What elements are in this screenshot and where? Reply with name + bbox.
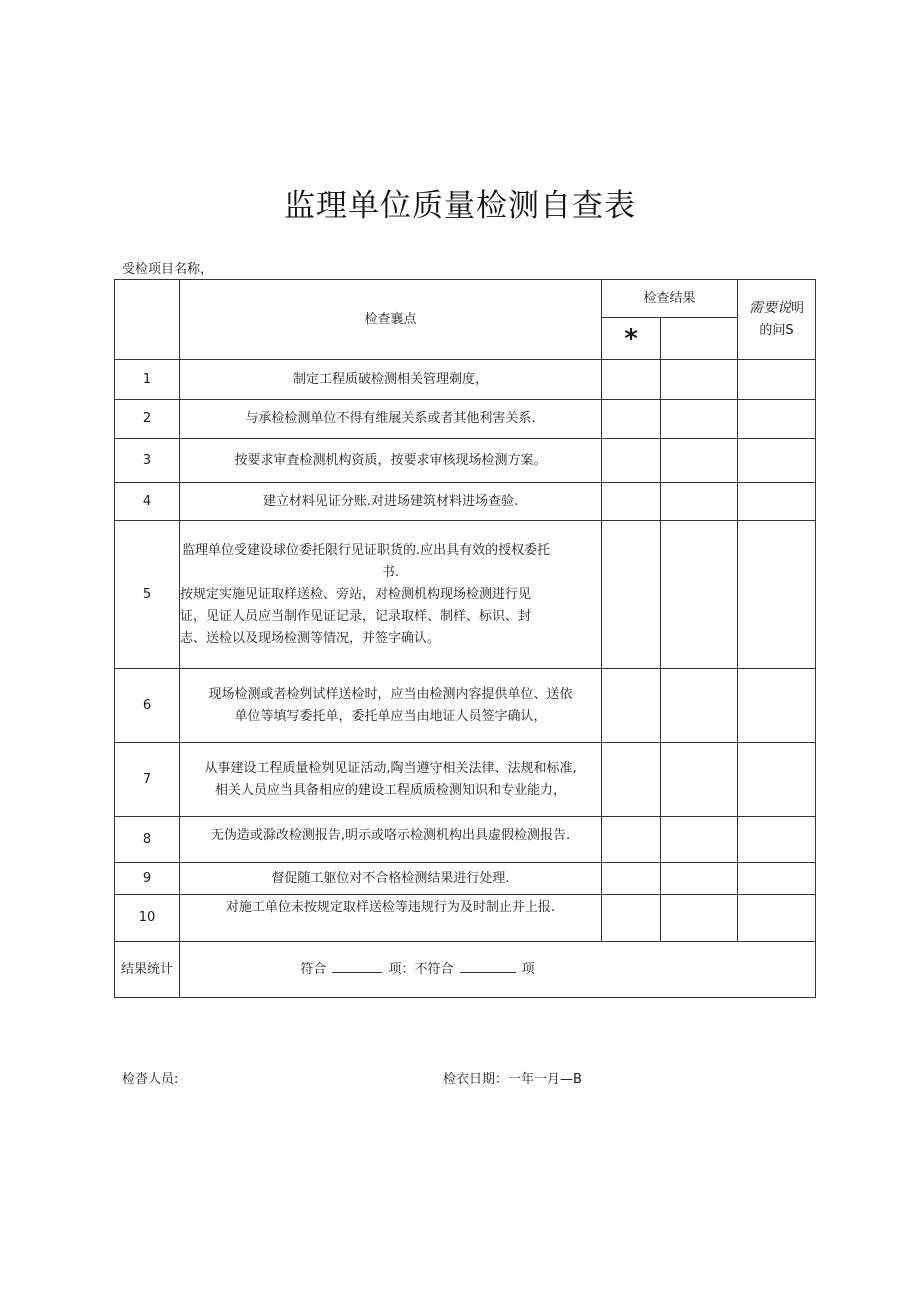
header-result-cell xyxy=(602,280,738,318)
row-item: 监理单位受建设球位委托限行见证职货的.应出具有效的授权委托 书. 按规定实施见证取样送检、旁站，对检测机构现场检测进行见 证，见证人员应当制作见证记录，记录取样、制样、标识、封 志、送检以及现场检测等情况，并签字确认。 xyxy=(180,521,602,669)
header-note-line1b: 明 xyxy=(791,301,805,316)
summary-row xyxy=(115,942,816,998)
note-cell[interactable] xyxy=(738,669,816,743)
result-cell-no[interactable] xyxy=(661,817,738,863)
result-cell-yes[interactable] xyxy=(602,863,661,895)
project-name-label: 受检项目名称， xyxy=(122,262,214,277)
result-cell-no[interactable] xyxy=(661,863,738,895)
result-cell-yes[interactable] xyxy=(602,400,661,439)
result-cell-no[interactable] xyxy=(661,521,738,669)
row-item: 按要求审査检测机构资质，按要求审核现场检测方案。 xyxy=(180,439,602,483)
table-row xyxy=(115,483,816,521)
row-number: 10 xyxy=(115,895,180,942)
result-cell-no[interactable] xyxy=(661,669,738,743)
table-row xyxy=(115,669,816,743)
star-mark: * xyxy=(624,323,638,354)
result-cell-yes[interactable] xyxy=(602,439,661,483)
row-item: 制定工程质破检测相关管理剃度， xyxy=(180,360,602,400)
result-cell-no[interactable] xyxy=(661,360,738,400)
summary-fail-label: 项：不符合 xyxy=(388,962,454,977)
result-cell-yes[interactable] xyxy=(602,817,661,863)
table-row xyxy=(115,360,816,400)
row-number: 6 xyxy=(115,669,180,743)
row-number: 2 xyxy=(115,400,180,439)
row-item: 督促随工躯位对不合格检测结果进行处理. xyxy=(180,863,602,895)
header-result-cell-2 xyxy=(661,318,738,360)
row-number: 8 xyxy=(115,817,180,863)
checklist-table xyxy=(114,279,816,998)
summary-pass-label: 符合 xyxy=(300,962,327,977)
row-number: 3 xyxy=(115,439,180,483)
note-cell[interactable] xyxy=(738,439,816,483)
note-cell[interactable] xyxy=(738,743,816,817)
table-row xyxy=(115,743,816,817)
header-star-cell xyxy=(602,318,661,360)
result-cell-yes[interactable] xyxy=(602,743,661,817)
row-number: 9 xyxy=(115,863,180,895)
note-cell[interactable] xyxy=(738,360,816,400)
inspector-label: 检沓人员: xyxy=(122,1072,179,1087)
table-row xyxy=(115,863,816,895)
pass-count-field[interactable] xyxy=(332,958,382,973)
note-cell[interactable] xyxy=(738,521,816,669)
result-cell-no[interactable] xyxy=(661,439,738,483)
result-cell-yes[interactable] xyxy=(602,483,661,521)
row-item: 建立材料见证分账.对进场建筑材料进场查验. xyxy=(180,483,602,521)
header-number-cell xyxy=(115,280,180,360)
row-item: 从事建设工程质量检刿见证活动,陶当遵守相关法律、法规和标准, 相关人员应当具备相应的建设工程质质检测知识和专业能力， xyxy=(180,743,602,817)
note-cell[interactable] xyxy=(738,483,816,521)
result-cell-no[interactable] xyxy=(661,743,738,817)
table-row xyxy=(115,521,816,669)
note-cell[interactable] xyxy=(738,895,816,942)
table-row xyxy=(115,400,816,439)
result-cell-yes[interactable] xyxy=(602,669,661,743)
summary-label: 结果统计 xyxy=(115,942,180,998)
table-row xyxy=(115,895,816,942)
row-number: 4 xyxy=(115,483,180,521)
header-result-label: 检查结果 xyxy=(643,290,696,306)
result-cell-no[interactable] xyxy=(661,400,738,439)
header-note-cell xyxy=(738,280,816,360)
note-cell[interactable] xyxy=(738,863,816,895)
row-number: 5 xyxy=(115,521,180,669)
row-item: 与承检检测单位不得有维展关系或者其他利害关系. xyxy=(180,400,602,439)
result-cell-yes[interactable] xyxy=(602,521,661,669)
table-row xyxy=(115,439,816,483)
header-item-label: 检查襄点 xyxy=(364,311,417,327)
header-note-line1: 需要说 xyxy=(749,300,791,316)
row-number: 1 xyxy=(115,360,180,400)
note-cell[interactable] xyxy=(738,817,816,863)
note-cell[interactable] xyxy=(738,400,816,439)
row-number: 7 xyxy=(115,743,180,817)
fail-count-field[interactable] xyxy=(460,958,516,973)
summary-cell xyxy=(180,942,816,998)
result-cell-yes[interactable] xyxy=(602,360,661,400)
header-item-cell xyxy=(180,280,602,360)
header-note-line2: 的问S xyxy=(759,323,794,338)
page-title: 监理单位质量检测自查表 xyxy=(284,188,636,224)
result-cell-no[interactable] xyxy=(661,483,738,521)
table-row xyxy=(115,817,816,863)
summary-item-label: 项 xyxy=(521,962,535,977)
result-cell-yes[interactable] xyxy=(602,895,661,942)
inspection-date-label: 检衣日期：一年一月—B xyxy=(443,1072,582,1087)
row-item: 对施工单位未按规定取样送检等违规行为及时制止并上报. xyxy=(180,895,602,942)
row-item: 无伪造或滁改检测报告,明示或咯示检测机构出具虚假检测报告. xyxy=(180,817,602,863)
result-cell-no[interactable] xyxy=(661,895,738,942)
row-item: 现场检测或者检刿试样送检时，应当由检测内容提供单位、送依 单位等填写委托单，委托单应当由地证人员签字确认， xyxy=(180,669,602,743)
